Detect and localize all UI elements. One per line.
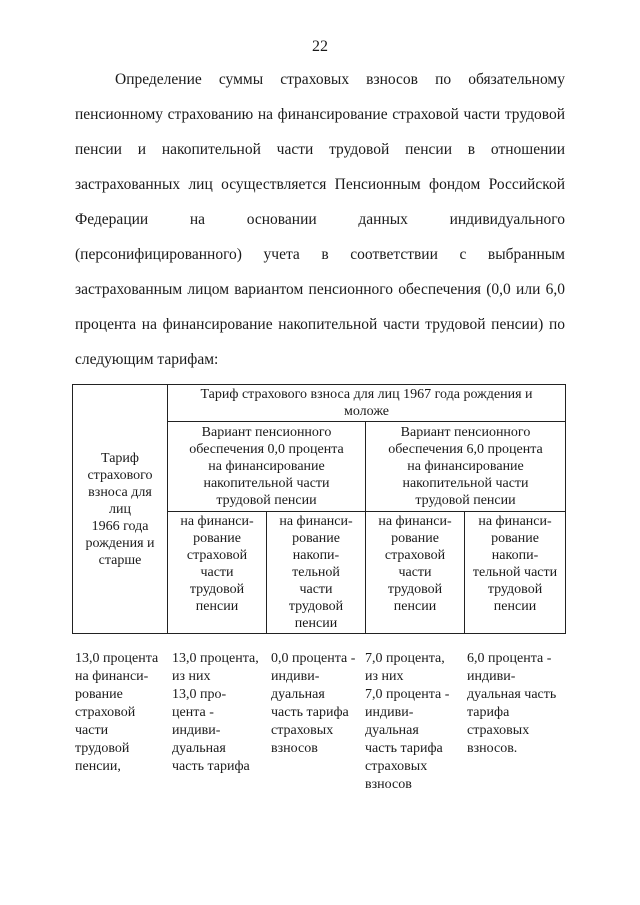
tariff-table <box>72 384 566 634</box>
value-line: страховых <box>365 759 428 774</box>
value-line: часть тарифа <box>365 741 443 756</box>
header-line: трудовой <box>189 582 245 597</box>
header-line: Вариант пенсионного <box>201 425 332 440</box>
header-line: рождения и <box>85 535 155 551</box>
header-line: взноса для <box>88 484 152 500</box>
header-line: лиц <box>109 501 131 517</box>
header-line: накопительной части <box>203 476 330 491</box>
header-line: трудовой <box>487 582 543 597</box>
header-line: рование <box>391 531 439 546</box>
header-line: старше <box>98 552 142 568</box>
value-line: пенсии, <box>75 759 121 774</box>
header-line: на финанси- <box>180 514 254 529</box>
header-line: Тариф страхового взноса для лиц 1967 года рождения и <box>200 387 533 402</box>
header-line: обеспечения 6,0 процента <box>388 442 543 457</box>
value-line: страховых <box>271 723 334 738</box>
value-line: взносов <box>271 741 318 756</box>
value-line: цента - <box>172 705 214 720</box>
value-line: дуальная <box>271 687 325 702</box>
value-cell-older-cohort <box>75 650 158 776</box>
value-line: взносов. <box>467 741 518 756</box>
header-funded-part-b <box>465 512 566 634</box>
header-line: рование <box>193 531 241 546</box>
paragraph-line: застрахованным лицом вариантом пенсионного обеспечения (0,0 или 6,0 <box>75 281 565 298</box>
page-number: 22 <box>312 38 328 55</box>
header-line: 1966 года <box>91 518 149 534</box>
value-line: из них <box>172 669 211 684</box>
header-line: Вариант пенсионного <box>400 425 531 440</box>
header-line: пенсии <box>393 599 437 614</box>
paragraph-line: Федерации на основании данных индивидуального <box>75 211 565 228</box>
value-line: трудовой <box>75 741 130 756</box>
header-line: тельной части <box>472 565 558 580</box>
header-line: на финанси- <box>378 514 452 529</box>
header-line: страховой <box>186 548 248 563</box>
header-line: части <box>299 582 333 597</box>
header-insurance-part-b <box>366 512 465 634</box>
value-line: дуальная <box>365 723 419 738</box>
header-line: накопи- <box>491 548 539 563</box>
header-line: пенсии <box>493 599 537 614</box>
value-line: 6,0 процента - <box>467 651 552 666</box>
value-line: индиви- <box>365 705 414 720</box>
value-line: индиви- <box>467 669 516 684</box>
value-line: часть тарифа <box>271 705 349 720</box>
header-variant-0 <box>168 422 366 512</box>
paragraph-line: пенсии и накопительной части трудовой пенсии в отношении <box>75 141 565 158</box>
paragraph-line: процента на финансирование накопительной части трудовой пенсии) по <box>75 316 565 333</box>
value-line: дуальная <box>172 741 226 756</box>
header-line: страховой <box>384 548 446 563</box>
value-line: на финанси- <box>75 669 149 684</box>
header-line: на финанси- <box>478 514 552 529</box>
value-line: 7,0 процента - <box>365 687 450 702</box>
value-cell-variant0-insurance <box>172 650 259 776</box>
paragraph-line: застрахованных лиц осуществляется Пенсионным фондом Российской <box>75 176 565 193</box>
header-line: на финанси- <box>279 514 353 529</box>
header-younger-cohort <box>168 385 566 422</box>
header-line: трудовой <box>288 599 344 614</box>
value-line: 13,0 процента, <box>172 651 259 666</box>
value-line: дуальная часть <box>467 687 557 702</box>
value-line: 13,0 про- <box>172 687 227 702</box>
paragraph-line: Определение суммы страховых взносов по обязательному <box>115 71 565 88</box>
value-line: индиви- <box>271 669 320 684</box>
header-line: на финансирование <box>407 459 524 474</box>
value-line: страховой <box>75 705 136 720</box>
header-funded-part-a <box>267 512 366 634</box>
header-line: трудовой <box>387 582 443 597</box>
header-line: рование <box>491 531 539 546</box>
header-line: пенсии <box>195 599 239 614</box>
paragraph-line: (персонифицированного) учета в соответствии с выбранным <box>75 246 565 263</box>
header-line: части <box>200 565 234 580</box>
value-line: части <box>75 723 109 738</box>
value-line: индиви- <box>172 723 221 738</box>
header-line: накопи- <box>292 548 340 563</box>
header-line: Тариф <box>101 450 139 466</box>
header-line: трудовой пенсии <box>216 493 317 508</box>
header-line: обеспечения 0,0 процента <box>189 442 344 457</box>
paragraph-line: следующим тарифам: <box>75 351 219 368</box>
header-line: накопительной части <box>402 476 529 491</box>
header-line: рование <box>292 531 340 546</box>
header-line: на финансирование <box>208 459 325 474</box>
value-line: взносов <box>365 777 412 792</box>
header-line: трудовой пенсии <box>415 493 516 508</box>
value-line: страховых <box>467 723 530 738</box>
paragraph-line: пенсионному страхованию на финансирование страховой части трудовой <box>75 106 565 123</box>
value-line: рование <box>75 687 123 702</box>
value-line: 7,0 процента, <box>365 651 445 666</box>
header-older-cohort <box>73 385 168 634</box>
header-line: моложе <box>344 404 390 419</box>
header-line: пенсии <box>294 616 338 631</box>
value-line: 13,0 процента <box>75 651 159 666</box>
value-line: тарифа <box>467 705 510 720</box>
header-insurance-part-a <box>168 512 267 634</box>
value-line: часть тарифа <box>172 759 250 774</box>
value-cell-variant0-funded <box>271 650 355 758</box>
header-line: части <box>398 565 432 580</box>
value-cell-variant6-funded <box>467 650 556 758</box>
header-line: тельной <box>292 565 340 580</box>
value-cell-variant6-insurance <box>365 650 449 794</box>
value-line: 0,0 процента - <box>271 651 356 666</box>
value-line: из них <box>365 669 404 684</box>
header-line: страхового <box>87 467 153 483</box>
header-variant-6 <box>366 422 566 512</box>
